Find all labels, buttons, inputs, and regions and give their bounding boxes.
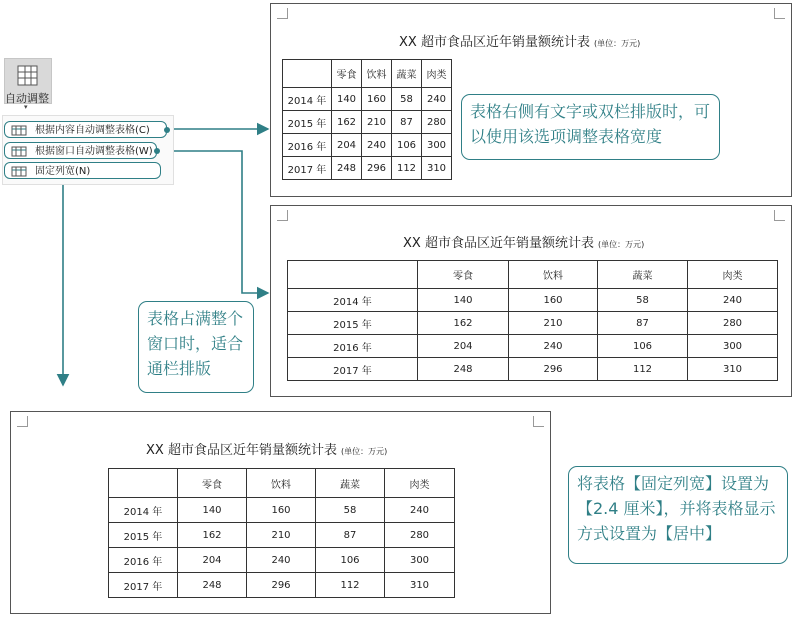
table-cell: 296 bbox=[509, 358, 598, 381]
table-cell: 300 bbox=[385, 548, 455, 573]
table-cell: 162 bbox=[332, 111, 362, 134]
table-cell: 240 bbox=[247, 548, 316, 573]
table-cell: 140 bbox=[418, 289, 509, 312]
table-cell: 240 bbox=[422, 88, 452, 111]
table-cell: 140 bbox=[178, 498, 247, 523]
table-row bbox=[283, 88, 452, 111]
table-row bbox=[283, 157, 452, 180]
connector-dot bbox=[154, 148, 160, 154]
table-cell: 2016 年 bbox=[109, 548, 178, 573]
table-row bbox=[288, 335, 778, 358]
table-cell: 248 bbox=[332, 157, 362, 180]
table-cell bbox=[283, 60, 332, 88]
document-page-autofit-contents bbox=[270, 3, 792, 197]
table-cell: 肉类 bbox=[385, 469, 455, 498]
table-header-row bbox=[288, 261, 778, 289]
table-cell: 2017 年 bbox=[109, 573, 178, 598]
table-cell: 310 bbox=[688, 358, 778, 381]
table-header-row bbox=[283, 60, 452, 88]
table-cell: 蔬菜 bbox=[316, 469, 385, 498]
autofit-button-label: 自动调整 bbox=[5, 92, 49, 105]
stats-table bbox=[282, 59, 452, 180]
table-cell: 296 bbox=[247, 573, 316, 598]
table-row bbox=[109, 573, 455, 598]
callout-fixed-width: 将表格【固定列宽】设置为【2.4 厘米】，并将表格显示方式设置为【居中】 bbox=[568, 466, 788, 564]
table-cell: 肉类 bbox=[422, 60, 452, 88]
table-cell: 2014 年 bbox=[288, 289, 418, 312]
table-cell: 87 bbox=[316, 523, 385, 548]
table-cell: 310 bbox=[385, 573, 455, 598]
table-row bbox=[109, 523, 455, 548]
menu-item-label: 根据窗口自动调整表格(W) bbox=[35, 146, 153, 157]
table-cell: 112 bbox=[316, 573, 385, 598]
callout-autofit-window: 表格占满整个窗口时，适合通栏排版 bbox=[138, 301, 254, 393]
menu-item-label: 根据内容自动调整表格(C) bbox=[35, 125, 150, 136]
table-row bbox=[109, 548, 455, 573]
table-cell: 2014 年 bbox=[109, 498, 178, 523]
table-cell: 248 bbox=[178, 573, 247, 598]
table-cell: 饮料 bbox=[362, 60, 392, 88]
table-cell: 112 bbox=[598, 358, 688, 381]
table-header-row bbox=[109, 469, 455, 498]
table-cell: 87 bbox=[598, 312, 688, 335]
table-cell: 2016 年 bbox=[288, 335, 418, 358]
table-cell: 112 bbox=[392, 157, 422, 180]
table-cell: 204 bbox=[332, 134, 362, 157]
table-cell: 210 bbox=[509, 312, 598, 335]
table-cell: 2017 年 bbox=[283, 157, 332, 180]
autofit-table-icon bbox=[16, 64, 40, 88]
table-cell: 零食 bbox=[178, 469, 247, 498]
table-cell: 肉类 bbox=[688, 261, 778, 289]
document-page-fixed-width bbox=[10, 411, 551, 614]
table-row bbox=[288, 358, 778, 381]
table-cell: 162 bbox=[418, 312, 509, 335]
table-cell: 蔬菜 bbox=[392, 60, 422, 88]
table-cell: 106 bbox=[316, 548, 385, 573]
table-cell: 2017 年 bbox=[288, 358, 418, 381]
table-row bbox=[288, 312, 778, 335]
table-cell: 210 bbox=[247, 523, 316, 548]
table-cell: 300 bbox=[688, 335, 778, 358]
table-cell: 310 bbox=[422, 157, 452, 180]
menu-item-autofit-window[interactable] bbox=[4, 142, 157, 159]
table-cell: 160 bbox=[247, 498, 316, 523]
menu-item-autofit-contents[interactable] bbox=[4, 121, 167, 138]
table-cell: 160 bbox=[362, 88, 392, 111]
table-cell: 106 bbox=[392, 134, 422, 157]
stats-table bbox=[287, 260, 778, 381]
table-cell: 240 bbox=[385, 498, 455, 523]
menu-item-label: 固定列宽(N) bbox=[35, 166, 91, 177]
table-cell: 300 bbox=[422, 134, 452, 157]
table-cell: 162 bbox=[178, 523, 247, 548]
table-cell: 2015 年 bbox=[288, 312, 418, 335]
fixed-column-width-icon bbox=[11, 166, 27, 177]
table-row bbox=[288, 289, 778, 312]
autofit-contents-icon bbox=[11, 125, 27, 136]
table-cell: 2014 年 bbox=[283, 88, 332, 111]
table-row bbox=[283, 134, 452, 157]
table-row bbox=[283, 111, 452, 134]
table-title: XX 超市食品区近年销量额统计表 (单位：万元) bbox=[146, 443, 388, 458]
table-cell: 140 bbox=[332, 88, 362, 111]
connector-dot bbox=[164, 127, 170, 133]
table-cell: 106 bbox=[598, 335, 688, 358]
menu-item-fixed-column-width[interactable] bbox=[4, 162, 161, 179]
stats-table bbox=[108, 468, 455, 598]
table-cell: 280 bbox=[688, 312, 778, 335]
table-cell bbox=[288, 261, 418, 289]
table-cell: 280 bbox=[422, 111, 452, 134]
table-cell: 零食 bbox=[332, 60, 362, 88]
table-cell: 280 bbox=[385, 523, 455, 548]
table-cell: 204 bbox=[178, 548, 247, 573]
callout-autofit-contents: 表格右侧有文字或双栏排版时，可以使用该选项调整表格宽度 bbox=[461, 94, 720, 160]
table-cell: 240 bbox=[509, 335, 598, 358]
table-row bbox=[109, 498, 455, 523]
table-cell: 58 bbox=[598, 289, 688, 312]
table-cell: 240 bbox=[688, 289, 778, 312]
table-cell: 蔬菜 bbox=[598, 261, 688, 289]
autofit-window-icon bbox=[11, 146, 27, 157]
table-cell: 210 bbox=[362, 111, 392, 134]
table-cell: 饮料 bbox=[247, 469, 316, 498]
dropdown-arrow-icon[interactable]: ▾ bbox=[24, 103, 28, 111]
table-cell: 58 bbox=[316, 498, 385, 523]
table-cell: 2015 年 bbox=[109, 523, 178, 548]
table-cell: 2016 年 bbox=[283, 134, 332, 157]
table-cell: 248 bbox=[418, 358, 509, 381]
document-page-autofit-window bbox=[270, 205, 792, 397]
table-cell: 240 bbox=[362, 134, 392, 157]
table-title: XX 超市食品区近年销量额统计表 (单位：万元) bbox=[403, 236, 645, 251]
table-title: XX 超市食品区近年销量额统计表 (单位：万元) bbox=[399, 35, 641, 50]
table-cell: 零食 bbox=[418, 261, 509, 289]
table-cell bbox=[109, 469, 178, 498]
table-cell: 160 bbox=[509, 289, 598, 312]
table-cell: 58 bbox=[392, 88, 422, 111]
table-cell: 饮料 bbox=[509, 261, 598, 289]
table-cell: 87 bbox=[392, 111, 422, 134]
table-cell: 296 bbox=[362, 157, 392, 180]
table-cell: 2015 年 bbox=[283, 111, 332, 134]
table-cell: 204 bbox=[418, 335, 509, 358]
